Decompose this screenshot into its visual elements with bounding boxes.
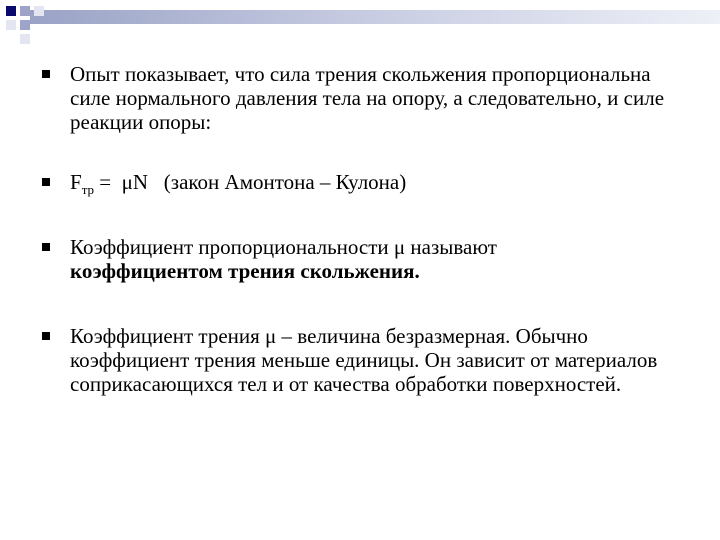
- item-text: Опыт показывает, что сила трения скольжения пропорциональна силе нормального давления тела на опору, а следовательно, и силе реакции опоры:: [70, 62, 665, 134]
- item-text: Коэффициент пропорциональности μ называют: [70, 235, 497, 259]
- item-text: Коэффициент трения μ – величина безразмерная. Обычно коэффициент трения меньше единицы. Он зависит от материалов соприкасающихся тел и от качества обработки поверхностей.: [70, 324, 658, 396]
- bullet-square: [42, 178, 50, 186]
- bullet-square: [42, 332, 50, 340]
- item-bold-term: коэффициентом трения скольжения.: [70, 259, 420, 283]
- list-item: [70, 235, 690, 283]
- formula-subscript: тр: [81, 182, 95, 197]
- bullet-square: [42, 70, 50, 78]
- formula-force: F: [70, 170, 82, 194]
- formula-item: [70, 170, 690, 202]
- bullet-square: [42, 243, 50, 251]
- list-item: [70, 62, 690, 134]
- formula-rest: = μN (закон Амонтона – Кулона): [94, 170, 407, 194]
- list-item: [70, 324, 690, 396]
